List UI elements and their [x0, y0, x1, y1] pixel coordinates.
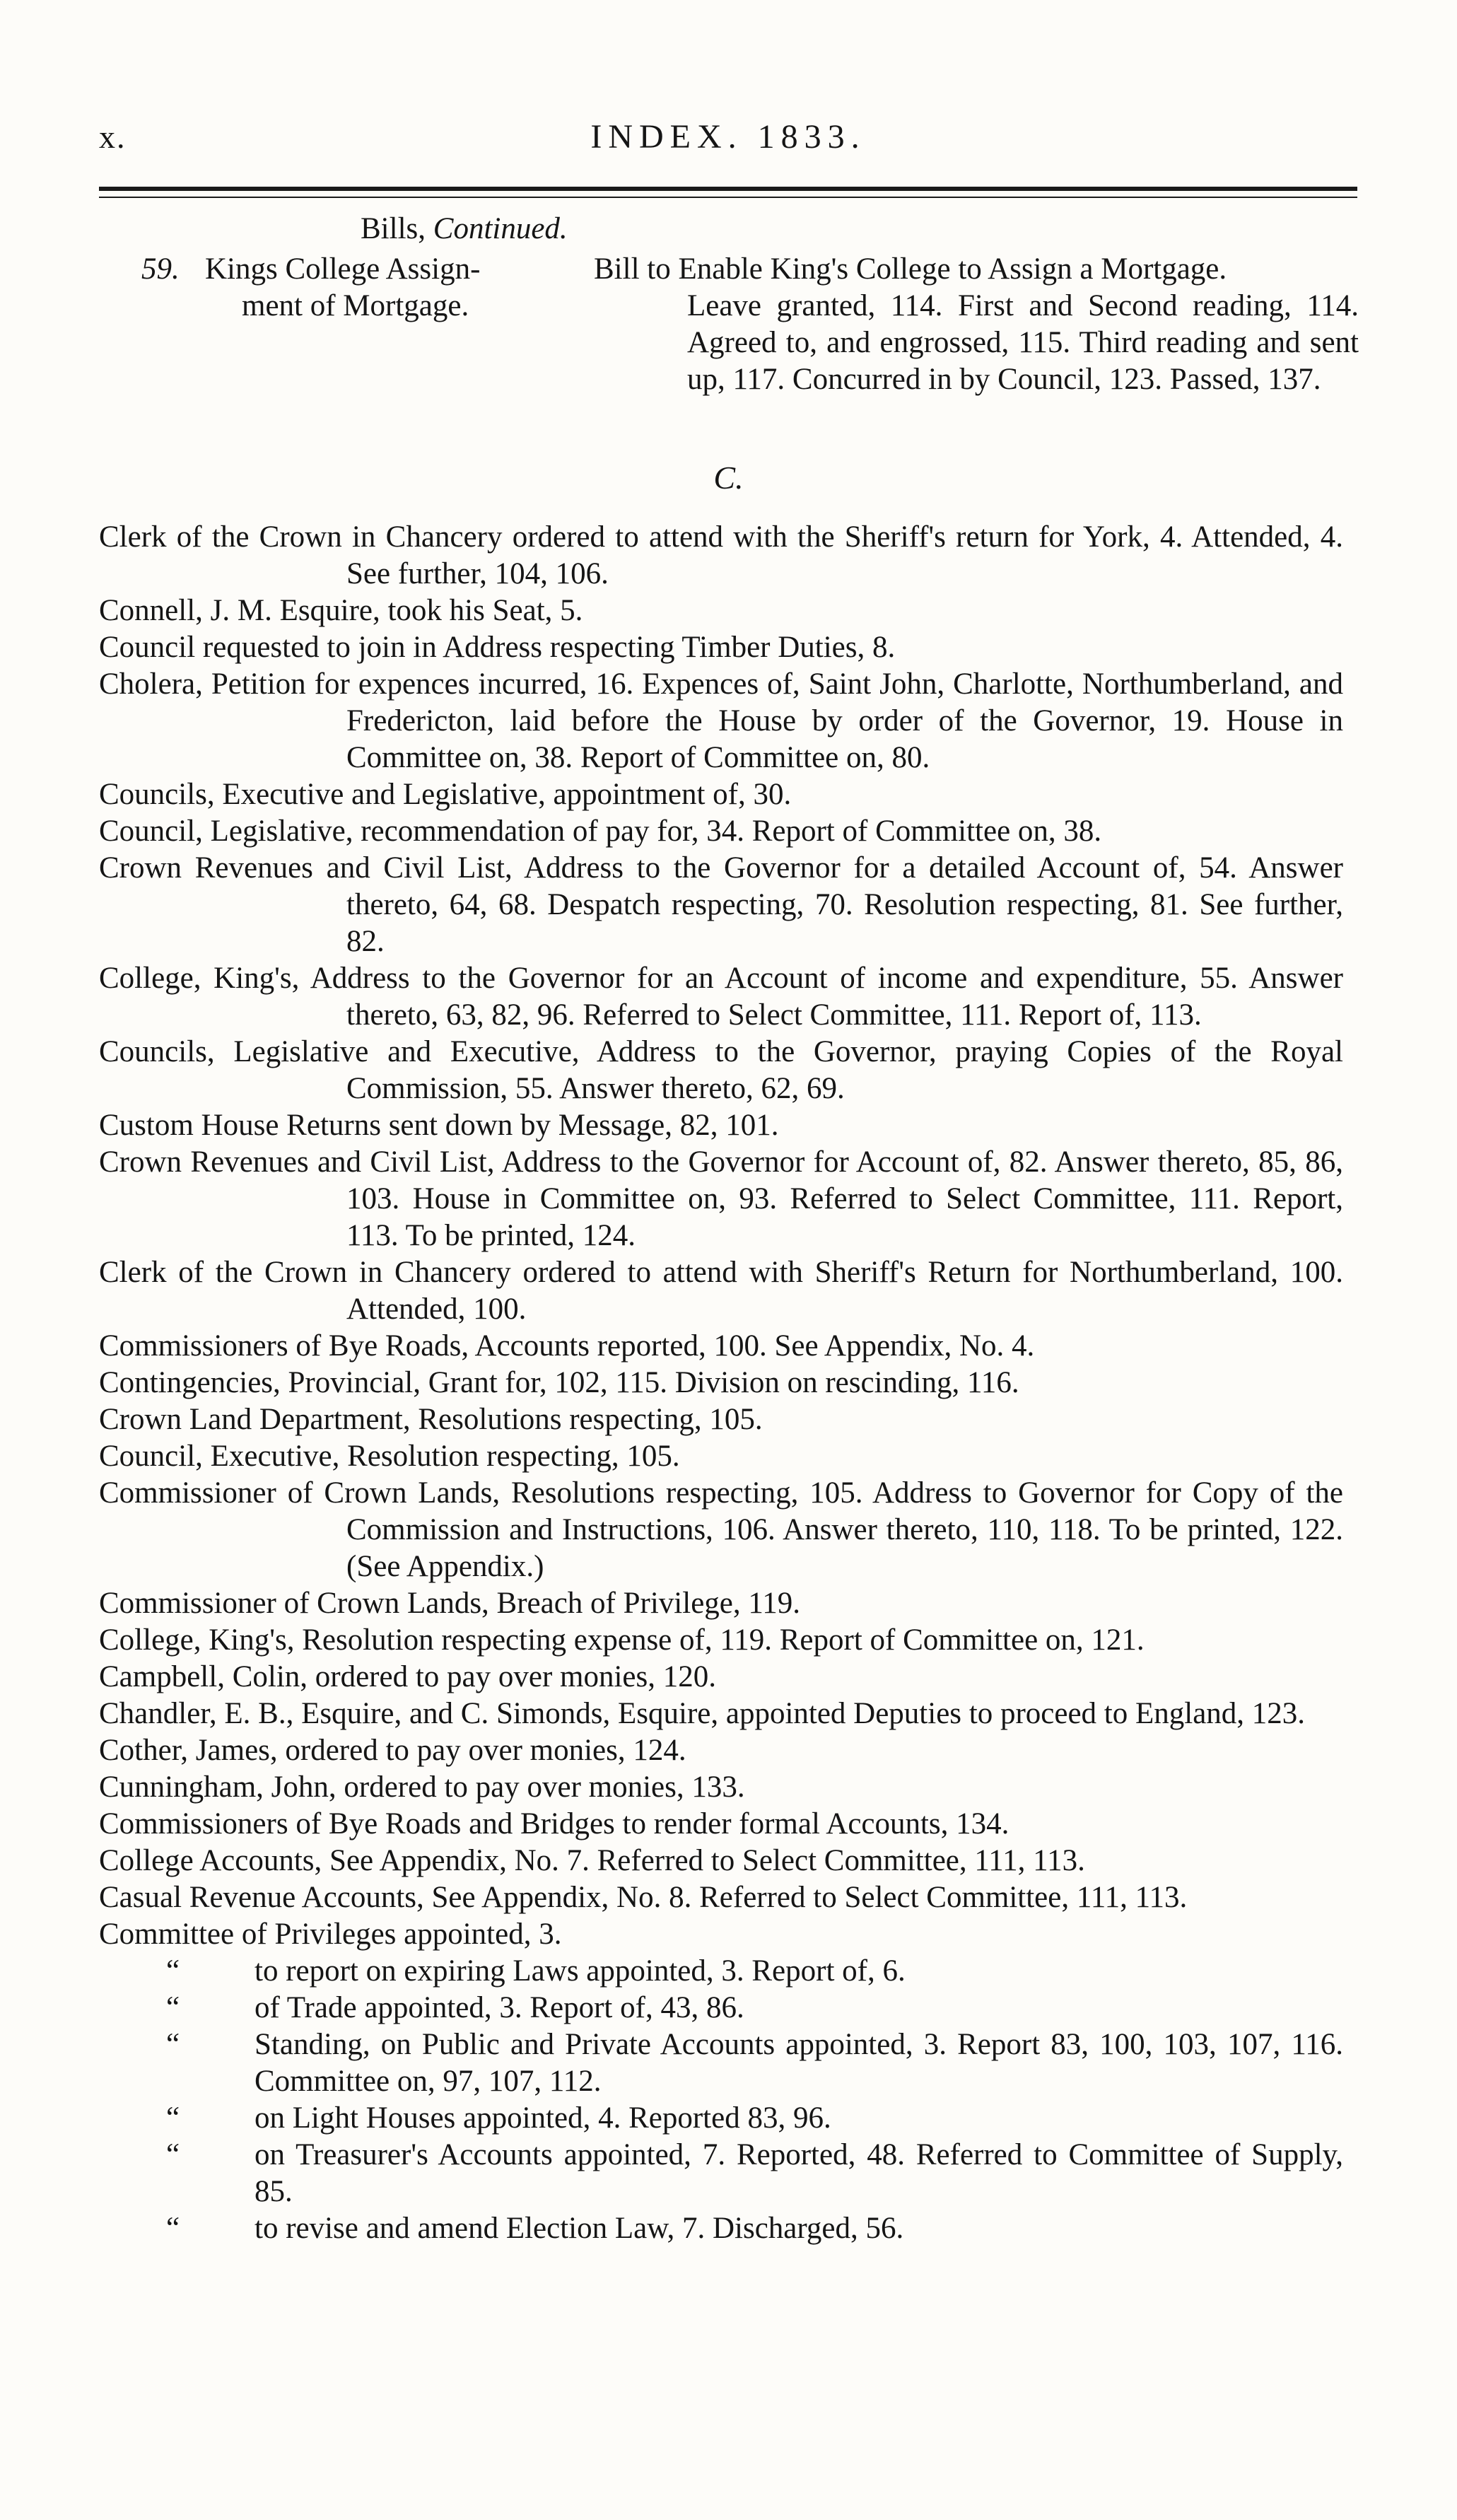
- ditto-mark: “: [166, 1991, 180, 2024]
- index-entry: Clerk of the Crown in Chancery ordered to attend with the Sheriff's return for York, 4. Attended, 4. See further, 104, 106.: [99, 520, 1343, 590]
- ditto-mark: “: [166, 2212, 180, 2245]
- index-entry: Casual Revenue Accounts, See Appendix, No. 8. Referred to Select Committee, 111, 113.: [99, 1881, 1188, 1914]
- committee-subentry: [99, 1990, 1343, 2026]
- bill-short-title-line1: Kings College Assign-: [205, 252, 481, 286]
- committee-subentry-text: to revise and amend Election Law, 7. Discharged, 56.: [254, 2212, 904, 2245]
- index-entry: Council, Legislative, recommendation of pay for, 34. Report of Committee on, 38.: [99, 815, 1102, 848]
- section-letter: C.: [713, 460, 744, 496]
- index-entry: College, King's, Resolution respecting expense of, 119. Report of Committee on, 121.: [99, 1623, 1145, 1657]
- bill-description-first-line: Bill to Enable King's College to Assign a Mortgage.: [594, 252, 1227, 286]
- index-entry: Clerk of the Crown in Chancery ordered to attend with Sheriff's Return for Northumberland, 100. Attended, 100.: [99, 1256, 1343, 1326]
- ditto-mark: “: [166, 2101, 180, 2135]
- committee-subentry: [99, 2100, 1343, 2137]
- index-entry: Council, Executive, Resolution respecting, 105.: [99, 1440, 680, 1473]
- index-entry: Commissioners of Bye Roads, Accounts reported, 100. See Appendix, No. 4.: [99, 1329, 1035, 1363]
- running-title: INDEX. 1833.: [590, 118, 866, 156]
- index-entry: Cother, James, ordered to pay over monies, 124.: [99, 1734, 686, 1767]
- index-entry: Commissioner of Crown Lands, Breach of Privilege, 119.: [99, 1587, 801, 1620]
- committee-subentry-text: on Light Houses appointed, 4. Reported 83, 96.: [254, 2101, 831, 2135]
- committee-subentry-text: of Trade appointed, 3. Report of, 43, 86.: [254, 1991, 744, 2024]
- index-entry: College Accounts, See Appendix, No. 7. Referred to Select Committee, 111, 113.: [99, 1844, 1085, 1877]
- bill-description-rest: Leave granted, 114. First and Second reading, 114. Agreed to, and engrossed, 115. Third reading and sent up, 117. Concurred in by Council, 123. Passed, 137.: [687, 289, 1359, 396]
- ditto-mark: “: [166, 1954, 180, 1988]
- index-entry: Cunningham, John, ordered to pay over monies, 133.: [99, 1771, 745, 1804]
- index-entry: Councils, Legislative and Executive, Address to the Governor, praying Copies of the Royal Commission, 55. Answer thereto, 62, 69.: [99, 1035, 1343, 1105]
- index-entry: Campbell, Colin, ordered to pay over monies, 120.: [99, 1660, 716, 1693]
- page-header: [99, 119, 1357, 161]
- committee-subentry-text: Standing, on Public and Private Accounts appointed, 3. Report 83, 100, 103, 107, 116. Committee on, 97, 107, 112.: [254, 2028, 1343, 2098]
- committee-subentry: [99, 2137, 1343, 2210]
- index-entry: College, King's, Address to the Governor for an Account of income and expenditure, 55. Answer thereto, 63, 82, 96. Referred to Select Committee, 111. Report of, 113.: [99, 962, 1343, 1032]
- committee-subentry-text: on Treasurer's Accounts appointed, 7. Reported, 48. Referred to Committee of Supply, 85.: [254, 2138, 1343, 2208]
- continued-heading: [361, 211, 568, 247]
- index-entry: Councils, Executive and Legislative, appointment of, 30.: [99, 778, 792, 811]
- bill-description: [595, 251, 1359, 398]
- index-entry: Custom House Returns sent down by Message, 82, 101.: [99, 1109, 779, 1142]
- bill-number: 59.: [141, 252, 180, 286]
- index-entry: Chandler, E. B., Esquire, and C. Simonds, Esquire, appointed Deputies to proceed to England, 123.: [99, 1697, 1306, 1730]
- page-number: x.: [99, 119, 127, 155]
- index-entry: Connell, J. M. Esquire, took his Seat, 5.: [99, 594, 583, 627]
- bill-short-title: [205, 251, 573, 325]
- bill-short-title-line2: ment of Mortgage.: [242, 289, 469, 322]
- committee-subentry: [99, 2210, 1343, 2247]
- index-entry: Commissioner of Crown Lands, Resolutions respecting, 105. Address to Governor for Copy of the Commission and Instructions, 106. Answer thereto, 110, 118. To be printed, 122. (See Appendix.): [99, 1476, 1343, 1583]
- index-entry: Commissioners of Bye Roads and Bridges to render formal Accounts, 134.: [99, 1807, 1010, 1841]
- header-rule-thin: [99, 197, 1357, 198]
- continued-heading-label: Bills,: [361, 212, 426, 245]
- index-entries: [99, 519, 1343, 2247]
- committee-subentry: [99, 1953, 1343, 1990]
- index-entry: Cholera, Petition for expences incurred, 16. Expences of, Saint John, Charlotte, Northumberland, and Fredericton, laid before the House by order of the Governor, 19. House in Committee on, 38. Report of Committee on, 80.: [99, 667, 1343, 774]
- index-entry: Crown Land Department, Resolutions respecting, 105.: [99, 1403, 763, 1436]
- ditto-mark: “: [166, 2138, 180, 2171]
- continued-heading-italic: Continued.: [433, 212, 568, 245]
- index-entry: Crown Revenues and Civil List, Address to the Governor for a detailed Account of, 54. Answer thereto, 64, 68. Despatch respecting, 70. Resolution respecting, 81. See further, 82.: [99, 851, 1343, 958]
- index-entry: Committee of Privileges appointed, 3.: [99, 1918, 562, 1951]
- index-entry: Council requested to join in Address respecting Timber Duties, 8.: [99, 631, 896, 664]
- header-rule-thick: [99, 187, 1357, 191]
- committee-subentry: [99, 2026, 1343, 2100]
- ditto-mark: “: [166, 2028, 180, 2061]
- index-entry: Contingencies, Provincial, Grant for, 102, 115. Division on rescinding, 116.: [99, 1366, 1019, 1399]
- index-entry: Crown Revenues and Civil List, Address to the Governor for Account of, 82. Answer thereto, 85, 86, 103. House in Committee on, 93. Referred to Select Committee, 111. Report, 113. To be printed, 124.: [99, 1145, 1343, 1252]
- committee-subentry-text: to report on expiring Laws appointed, 3. Report of, 6.: [254, 1954, 906, 1988]
